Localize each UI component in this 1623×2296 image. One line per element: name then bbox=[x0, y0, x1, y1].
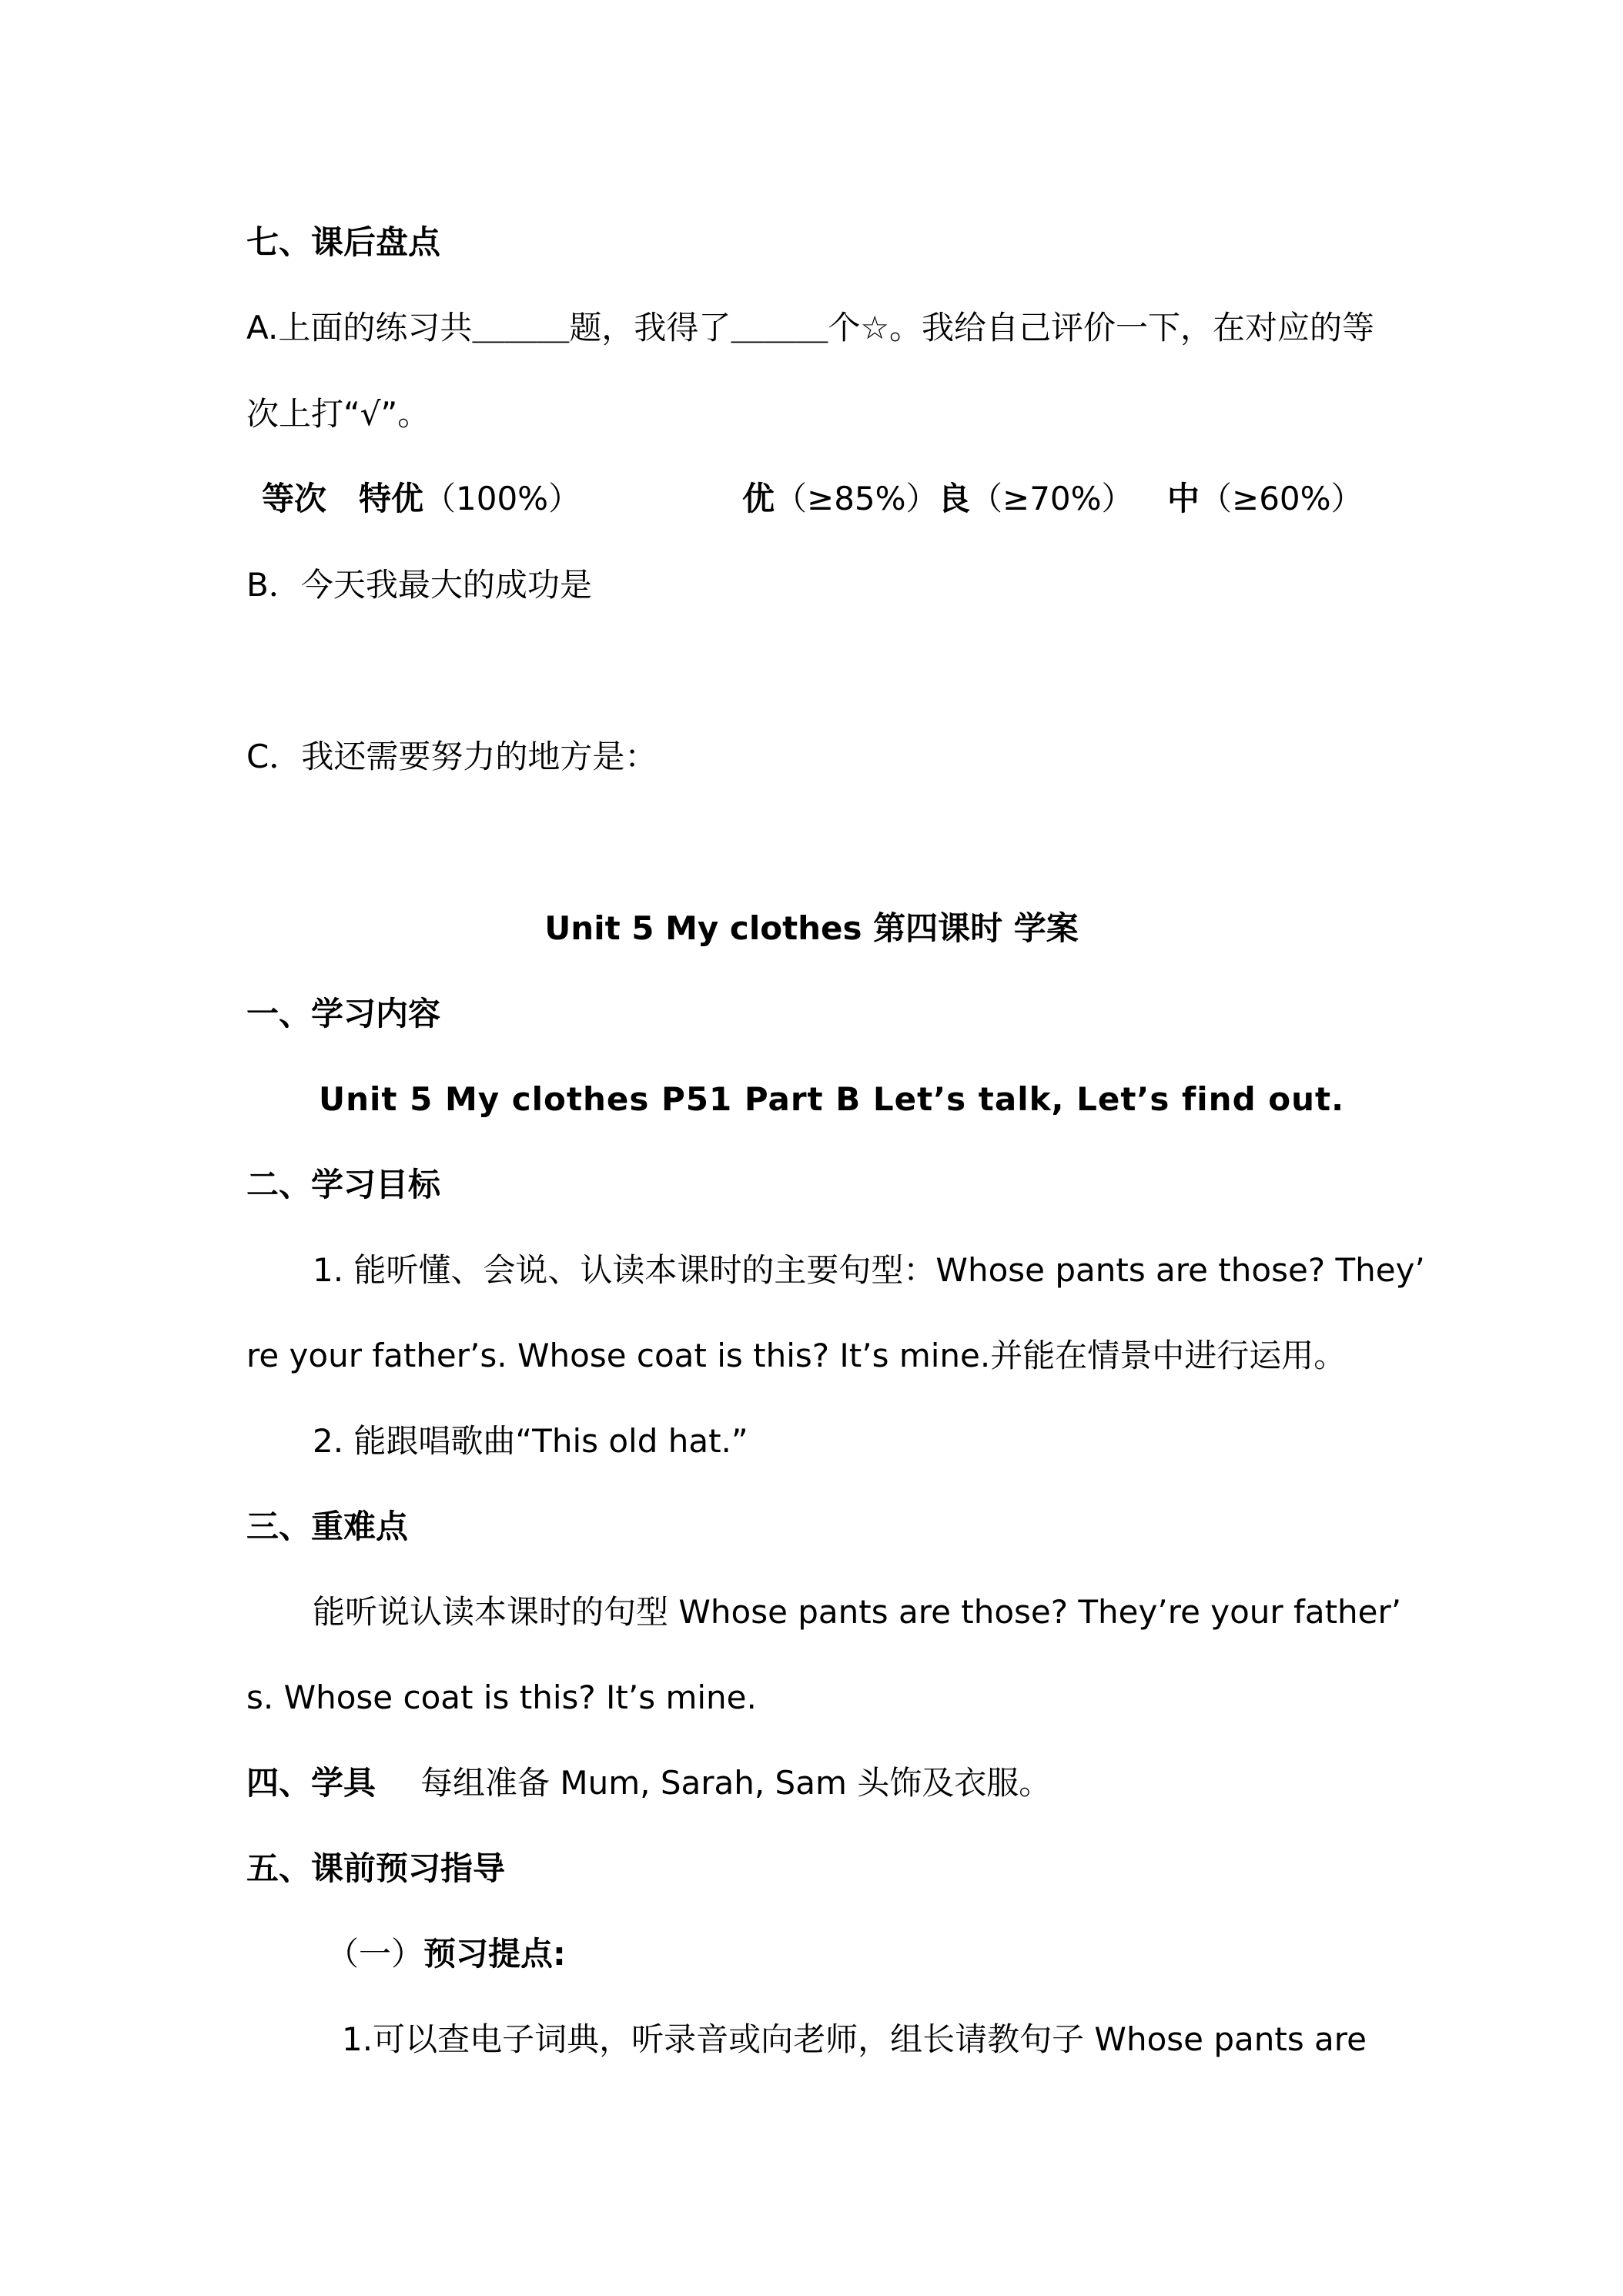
part2-goal1-line1: 1. 能听懂、会说、认读本课时的主要句型：Whose pants are those? They’ bbox=[313, 1251, 1425, 1289]
part5-item1: 1.可以查电子词典，听录音或向老师，组长请教句子 Whose pants are bbox=[342, 2020, 1367, 2058]
grade1-value: （100%） bbox=[423, 480, 581, 517]
lesson-title: Unit 5 My clothes 第四课时 学案 bbox=[544, 909, 1079, 947]
grade-label: 等次 bbox=[262, 480, 327, 517]
part5-subheading-prefix: （一） bbox=[326, 1935, 424, 1973]
section7-b-line: B．今天我最大的成功是 bbox=[246, 566, 592, 604]
grade2-value: （≥85%） bbox=[775, 480, 939, 517]
part2-goal1-line2: re your father’s. Whose coat is this? It’s mine.并能在情景中进行运用。 bbox=[246, 1337, 1347, 1374]
part4-heading: 四、学具 bbox=[246, 1764, 376, 1802]
section7-a-line1: A.上面的练习共＿＿＿题，我得了＿＿＿个☆。我给自己评价一下，在对应的等 bbox=[246, 309, 1374, 346]
part2-heading: 二、学习目标 bbox=[246, 1166, 441, 1203]
part5-subheading-row bbox=[326, 1933, 566, 1976]
grade3-name: 良 bbox=[938, 480, 971, 517]
grade2-name: 优 bbox=[742, 480, 775, 517]
part1-content: Unit 5 My clothes P51 Part B Let’s talk, Let’s find out. bbox=[319, 1080, 1345, 1118]
part1-heading: 一、学习内容 bbox=[246, 995, 441, 1033]
part4-content: 每组准备 Mum, Sarah, Sam 头饰及衣服。 bbox=[420, 1764, 1052, 1802]
grade1-name: 特优 bbox=[359, 480, 424, 517]
part2-goal2: 2. 能跟唱歌曲“This old hat.” bbox=[313, 1422, 748, 1460]
grade4-value: （≥60%） bbox=[1200, 480, 1364, 517]
part3-heading: 三、重难点 bbox=[246, 1508, 409, 1545]
section7-a-line2: 次上打“√”。 bbox=[246, 395, 430, 433]
part5-subheading: 预习提点: bbox=[423, 1935, 566, 1973]
grade-row bbox=[0, 477, 1623, 520]
part5-heading: 五、课前预习指导 bbox=[246, 1849, 506, 1887]
section7-heading: 七、课后盘点 bbox=[246, 223, 441, 261]
part3-line1: 能听说认读本课时的句型 Whose pants are those? They’re your father’ bbox=[313, 1593, 1402, 1631]
section7-c-line: C．我还需要努力的地方是： bbox=[246, 738, 658, 775]
grade3-value: （≥70%） bbox=[970, 480, 1134, 517]
grade4-name: 中 bbox=[1167, 480, 1200, 517]
part3-line2: s. Whose coat is this? It’s mine. bbox=[246, 1678, 757, 1716]
